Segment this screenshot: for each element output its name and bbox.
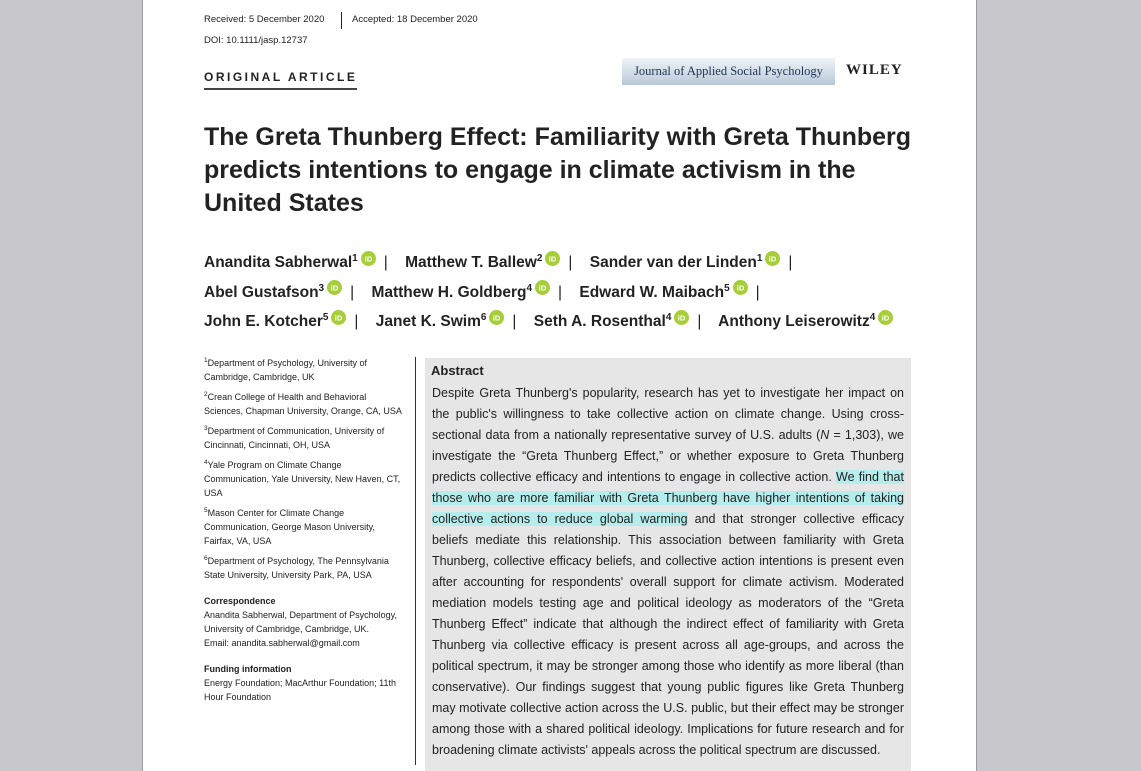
correspondence-email[interactable]: Email: anandita.sabherwal@gmail.com xyxy=(204,638,360,648)
author-name[interactable]: Matthew H. Goldberg xyxy=(371,283,527,301)
affiliation: $^4$Yale Program on Climate Change Communication, Yale University, New Haven, CT, USA xyxy=(204,459,401,498)
orcid-icon[interactable] xyxy=(878,308,893,333)
author-line-3 xyxy=(204,305,934,335)
svg-text:iD: iD xyxy=(335,313,343,323)
orcid-icon[interactable] xyxy=(733,278,748,303)
author-affiliation-number: 5 xyxy=(322,312,329,324)
author-separator: | xyxy=(755,283,760,301)
author-name[interactable]: John E. Kotcher xyxy=(204,313,323,331)
orcid-icon[interactable] xyxy=(361,249,376,274)
highlighted-text[interactable]: We find that those who are more familiar with Greta Thunberg have higher intentions of taking collective actions to reduce global warming xyxy=(432,470,904,526)
author-name[interactable]: Janet K. Swim xyxy=(375,313,481,331)
author-affiliation-number: 4 xyxy=(526,282,533,294)
author-affiliation-number: 6 xyxy=(480,312,487,324)
affiliation: $^3$Department of Communication, University of Cincinnati, Cincinnati, OH, USA xyxy=(204,425,385,450)
correspondence-heading: Correspondence xyxy=(204,596,276,606)
svg-text:iD: iD xyxy=(330,283,339,293)
orcid-icon[interactable] xyxy=(674,308,689,333)
funding-text: Energy Foundation; MacArthur Foundation; 11th Hour Foundation xyxy=(204,678,396,702)
abstract-text: Despite Greta Thunberg's popularity, research has yet to investigate her impact on the public's willingness to take collective action on climate change. Using cross-sectional data from a nationally representative survey of U.S. adults (N = 1,303), we investigate the “Greta Thunberg Effect,” or whether exposure to Greta Thunberg predicts collective efficacy and intentions to engage in collective action. We find that those who are more familiar with Greta Thunberg have higher intentions of taking collective actions to reduce global warming and that stronger collective efficacy beliefs mediate this relationship. This association between familiarity with Greta Thunberg, collective efficacy beliefs, and collective action intentions is present even after accounting for respondents' overall support for climate activism. Moderated mediation models testing age and political ideology as moderators of the “Greta Thunberg Effect” indicate that although the indirect effect of familiarity with Greta Thunberg via collective efficacy is present across all age-groups, and across the political spectrum, it may be stronger among those who identify as more liberal (than conservative). Our findings suggest that young public figures like Greta Thunberg may motivate collective action across the U.S. public, but their effect may be stronger among those with a shared political ideology. Implications for future research and for broadening climate activists' appeals across the political spectrum are discussed. xyxy=(432,386,904,757)
affiliation: $^5$Mason Center for Climate Change Communication, George Mason University, Fairfax, VA, USA xyxy=(204,507,375,546)
author-separator: | xyxy=(788,254,793,272)
paper-page xyxy=(142,0,977,771)
svg-text:iD: iD xyxy=(364,254,372,264)
author-separator: | xyxy=(568,254,573,272)
accepted-date: Accepted: 18 December 2020 xyxy=(352,14,478,25)
orcid-icon[interactable] xyxy=(545,249,560,274)
affiliation: $^1$Department of Psychology, University of Cambridge, Cambridge, UK xyxy=(204,357,368,382)
author-name[interactable]: Anandita Sabherwal xyxy=(204,254,353,272)
orcid-icon[interactable] xyxy=(489,308,504,333)
paper-title: The Greta Thunberg Effect: Familiarity with Greta Thunberg predicts intentions to engage in climate activism in the United States xyxy=(204,123,912,217)
author-affiliation-number: 3 xyxy=(318,282,325,294)
column-divider xyxy=(415,357,416,765)
author-affiliation-number: 4 xyxy=(665,312,672,324)
svg-text:iD: iD xyxy=(882,313,890,323)
funding-heading: Funding information xyxy=(204,664,292,674)
author-separator: | xyxy=(354,313,359,331)
author-name[interactable]: Edward W. Maibach xyxy=(579,283,725,301)
affiliation: $^2$Crean College of Health and Behavioral Sciences, Chapman University, Orange, CA, USA xyxy=(204,391,402,416)
abstract-box xyxy=(425,358,911,771)
meta-divider xyxy=(341,12,342,29)
orcid-icon[interactable] xyxy=(535,278,550,303)
article-type: ORIGINAL ARTICLE xyxy=(204,70,357,90)
publisher-logo: WILEY xyxy=(846,62,903,78)
svg-text:iD: iD xyxy=(769,254,777,264)
author-separator: | xyxy=(558,283,563,301)
orcid-icon[interactable] xyxy=(327,278,342,303)
author-separator: | xyxy=(350,283,355,301)
author-name[interactable]: Abel Gustafson xyxy=(204,283,319,301)
abstract-heading: Abstract xyxy=(431,363,484,378)
author-name[interactable]: Seth A. Rosenthal xyxy=(533,313,666,331)
author-affiliation-number: 1 xyxy=(352,253,358,264)
author-affiliation-number: 2 xyxy=(536,253,543,264)
author-line-1 xyxy=(204,246,934,276)
svg-text:iD: iD xyxy=(678,313,686,323)
author-separator: | xyxy=(383,254,388,272)
svg-text:iD: iD xyxy=(549,254,557,264)
svg-text:iD: iD xyxy=(493,313,501,323)
doi[interactable]: DOI: 10.1111/jasp.12737 xyxy=(204,35,308,46)
author-line-2 xyxy=(204,276,934,306)
affiliation: $^6$Department of Psychology, The Pennsylvania State University, University Park, PA, USA xyxy=(204,555,389,580)
affiliations-column xyxy=(204,354,404,704)
author-name[interactable]: Matthew T. Ballew xyxy=(405,254,537,272)
journal-logo: Journal of Applied Social Psychology xyxy=(622,58,835,85)
author-name[interactable]: Sander van der Linden xyxy=(589,254,757,272)
author-separator: | xyxy=(512,313,517,331)
author-affiliation-number: 5 xyxy=(724,282,730,294)
author-name[interactable]: Anthony Leiserowitz xyxy=(718,313,870,331)
svg-text:iD: iD xyxy=(736,283,744,293)
svg-text:iD: iD xyxy=(538,283,547,293)
orcid-icon[interactable] xyxy=(765,249,780,274)
received-date: Received: 5 December 2020 xyxy=(204,14,325,25)
author-affiliation-number: 4 xyxy=(869,312,876,324)
orcid-icon[interactable] xyxy=(331,308,346,333)
correspondence-text: Anandita Sabherwal, Department of Psychology, University of Cambridge, Cambridge, UK. xyxy=(204,610,397,634)
author-separator: | xyxy=(697,313,702,331)
author-list xyxy=(204,246,934,335)
author-affiliation-number: 1 xyxy=(756,253,763,264)
